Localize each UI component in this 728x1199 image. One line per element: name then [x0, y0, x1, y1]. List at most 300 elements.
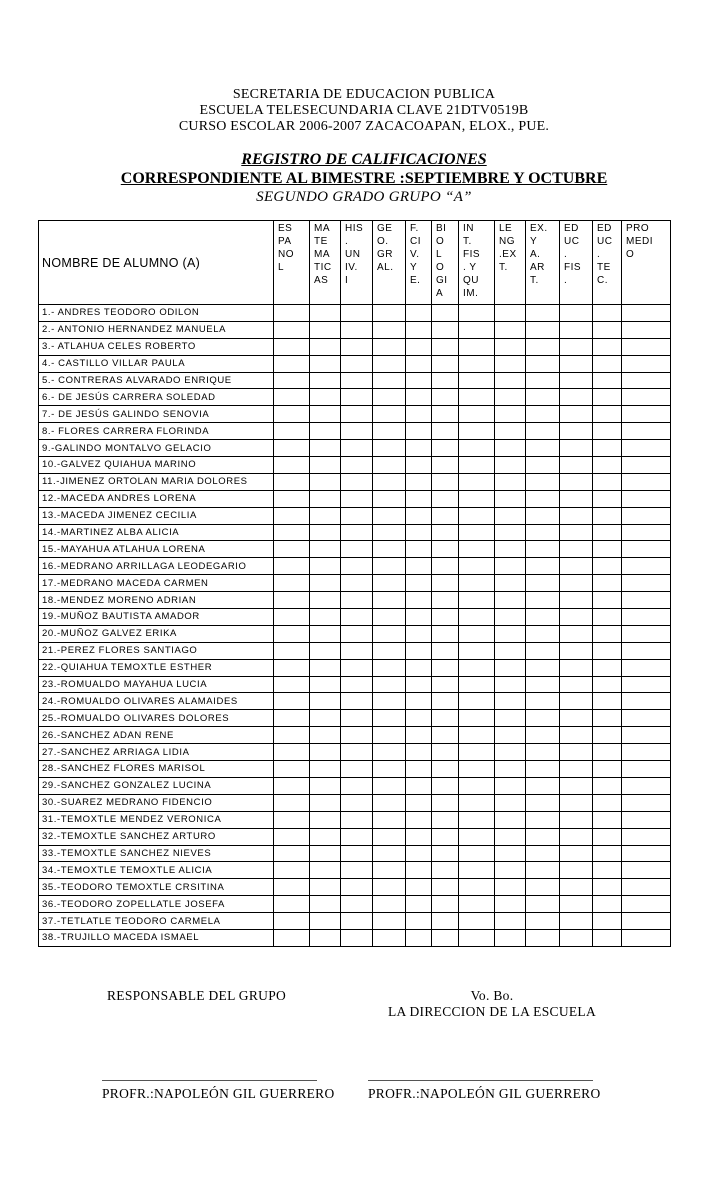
grade-cell[interactable]	[593, 305, 622, 322]
grade-cell[interactable]	[560, 693, 593, 710]
grade-cell[interactable]	[459, 321, 495, 338]
grade-cell[interactable]	[406, 625, 432, 642]
grade-cell[interactable]	[373, 305, 406, 322]
grade-cell[interactable]	[495, 406, 526, 423]
grade-cell[interactable]	[341, 625, 373, 642]
grade-cell[interactable]	[622, 777, 671, 794]
grade-cell[interactable]	[373, 575, 406, 592]
grade-cell[interactable]	[373, 744, 406, 761]
grade-cell[interactable]	[459, 744, 495, 761]
grade-cell[interactable]	[622, 609, 671, 626]
grade-cell[interactable]	[593, 609, 622, 626]
grade-cell[interactable]	[274, 372, 310, 389]
grade-cell[interactable]	[406, 896, 432, 913]
grade-cell[interactable]	[406, 609, 432, 626]
grade-cell[interactable]	[560, 440, 593, 457]
grade-cell[interactable]	[459, 473, 495, 490]
grade-cell[interactable]	[341, 845, 373, 862]
grade-cell[interactable]	[526, 592, 560, 609]
grade-cell[interactable]	[310, 625, 341, 642]
grade-cell[interactable]	[495, 710, 526, 727]
grade-cell[interactable]	[373, 338, 406, 355]
grade-cell[interactable]	[526, 929, 560, 946]
grade-cell[interactable]	[560, 744, 593, 761]
grade-cell[interactable]	[274, 524, 310, 541]
grade-cell[interactable]	[432, 845, 459, 862]
grade-cell[interactable]	[622, 507, 671, 524]
grade-cell[interactable]	[310, 896, 341, 913]
grade-cell[interactable]	[373, 845, 406, 862]
grade-cell[interactable]	[274, 879, 310, 896]
grade-cell[interactable]	[459, 625, 495, 642]
grade-cell[interactable]	[373, 929, 406, 946]
grade-cell[interactable]	[406, 828, 432, 845]
grade-cell[interactable]	[432, 473, 459, 490]
grade-cell[interactable]	[406, 592, 432, 609]
grade-cell[interactable]	[526, 710, 560, 727]
grade-cell[interactable]	[593, 457, 622, 474]
grade-cell[interactable]	[526, 321, 560, 338]
grade-cell[interactable]	[495, 321, 526, 338]
grade-cell[interactable]	[622, 794, 671, 811]
grade-cell[interactable]	[341, 592, 373, 609]
grade-cell[interactable]	[274, 828, 310, 845]
grade-cell[interactable]	[459, 659, 495, 676]
grade-cell[interactable]	[622, 845, 671, 862]
grade-cell[interactable]	[560, 642, 593, 659]
grade-cell[interactable]	[373, 727, 406, 744]
grade-cell[interactable]	[310, 879, 341, 896]
grade-cell[interactable]	[406, 676, 432, 693]
grade-cell[interactable]	[560, 913, 593, 930]
grade-cell[interactable]	[341, 896, 373, 913]
grade-cell[interactable]	[406, 744, 432, 761]
grade-cell[interactable]	[406, 845, 432, 862]
grade-cell[interactable]	[432, 406, 459, 423]
grade-cell[interactable]	[622, 457, 671, 474]
grade-cell[interactable]	[593, 321, 622, 338]
grade-cell[interactable]	[432, 541, 459, 558]
grade-cell[interactable]	[526, 845, 560, 862]
grade-cell[interactable]	[310, 473, 341, 490]
grade-cell[interactable]	[310, 507, 341, 524]
grade-cell[interactable]	[459, 727, 495, 744]
grade-cell[interactable]	[593, 811, 622, 828]
grade-cell[interactable]	[341, 541, 373, 558]
grade-cell[interactable]	[560, 541, 593, 558]
grade-cell[interactable]	[373, 473, 406, 490]
grade-cell[interactable]	[593, 558, 622, 575]
grade-cell[interactable]	[495, 609, 526, 626]
grade-cell[interactable]	[495, 440, 526, 457]
grade-cell[interactable]	[495, 457, 526, 474]
grade-cell[interactable]	[432, 659, 459, 676]
grade-cell[interactable]	[560, 575, 593, 592]
grade-cell[interactable]	[341, 305, 373, 322]
grade-cell[interactable]	[341, 879, 373, 896]
grade-cell[interactable]	[373, 389, 406, 406]
grade-cell[interactable]	[310, 355, 341, 372]
grade-cell[interactable]	[274, 507, 310, 524]
grade-cell[interactable]	[560, 862, 593, 879]
grade-cell[interactable]	[406, 794, 432, 811]
grade-cell[interactable]	[373, 440, 406, 457]
grade-cell[interactable]	[593, 355, 622, 372]
grade-cell[interactable]	[459, 592, 495, 609]
grade-cell[interactable]	[432, 642, 459, 659]
grade-cell[interactable]	[341, 659, 373, 676]
grade-cell[interactable]	[373, 642, 406, 659]
grade-cell[interactable]	[560, 879, 593, 896]
grade-cell[interactable]	[560, 423, 593, 440]
grade-cell[interactable]	[274, 473, 310, 490]
grade-cell[interactable]	[432, 305, 459, 322]
grade-cell[interactable]	[406, 761, 432, 778]
grade-cell[interactable]	[622, 473, 671, 490]
grade-cell[interactable]	[432, 862, 459, 879]
grade-cell[interactable]	[459, 896, 495, 913]
grade-cell[interactable]	[622, 575, 671, 592]
grade-cell[interactable]	[406, 541, 432, 558]
grade-cell[interactable]	[432, 507, 459, 524]
grade-cell[interactable]	[310, 845, 341, 862]
grade-cell[interactable]	[373, 592, 406, 609]
grade-cell[interactable]	[341, 575, 373, 592]
grade-cell[interactable]	[526, 457, 560, 474]
grade-cell[interactable]	[593, 676, 622, 693]
grade-cell[interactable]	[459, 777, 495, 794]
grade-cell[interactable]	[432, 811, 459, 828]
grade-cell[interactable]	[526, 558, 560, 575]
grade-cell[interactable]	[560, 794, 593, 811]
grade-cell[interactable]	[560, 659, 593, 676]
grade-cell[interactable]	[593, 896, 622, 913]
grade-cell[interactable]	[310, 828, 341, 845]
grade-cell[interactable]	[341, 761, 373, 778]
grade-cell[interactable]	[373, 761, 406, 778]
grade-cell[interactable]	[406, 879, 432, 896]
grade-cell[interactable]	[495, 338, 526, 355]
grade-cell[interactable]	[593, 710, 622, 727]
grade-cell[interactable]	[432, 609, 459, 626]
grade-cell[interactable]	[593, 727, 622, 744]
grade-cell[interactable]	[593, 929, 622, 946]
grade-cell[interactable]	[341, 727, 373, 744]
grade-cell[interactable]	[593, 473, 622, 490]
grade-cell[interactable]	[459, 879, 495, 896]
grade-cell[interactable]	[459, 457, 495, 474]
grade-cell[interactable]	[622, 761, 671, 778]
grade-cell[interactable]	[432, 440, 459, 457]
grade-cell[interactable]	[310, 592, 341, 609]
grade-cell[interactable]	[406, 524, 432, 541]
grade-cell[interactable]	[495, 558, 526, 575]
grade-cell[interactable]	[274, 642, 310, 659]
grade-cell[interactable]	[526, 896, 560, 913]
grade-cell[interactable]	[432, 710, 459, 727]
grade-cell[interactable]	[341, 558, 373, 575]
grade-cell[interactable]	[622, 490, 671, 507]
grade-cell[interactable]	[593, 372, 622, 389]
grade-cell[interactable]	[459, 305, 495, 322]
grade-cell[interactable]	[495, 676, 526, 693]
grade-cell[interactable]	[274, 592, 310, 609]
grade-cell[interactable]	[274, 558, 310, 575]
grade-cell[interactable]	[274, 727, 310, 744]
grade-cell[interactable]	[274, 440, 310, 457]
grade-cell[interactable]	[593, 440, 622, 457]
grade-cell[interactable]	[622, 913, 671, 930]
grade-cell[interactable]	[560, 473, 593, 490]
grade-cell[interactable]	[373, 794, 406, 811]
grade-cell[interactable]	[622, 693, 671, 710]
grade-cell[interactable]	[274, 423, 310, 440]
grade-cell[interactable]	[406, 321, 432, 338]
grade-cell[interactable]	[622, 541, 671, 558]
grade-cell[interactable]	[495, 845, 526, 862]
grade-cell[interactable]	[274, 913, 310, 930]
grade-cell[interactable]	[560, 389, 593, 406]
grade-cell[interactable]	[495, 659, 526, 676]
grade-cell[interactable]	[373, 406, 406, 423]
grade-cell[interactable]	[459, 710, 495, 727]
grade-cell[interactable]	[274, 659, 310, 676]
grade-cell[interactable]	[432, 389, 459, 406]
grade-cell[interactable]	[526, 473, 560, 490]
grade-cell[interactable]	[373, 609, 406, 626]
grade-cell[interactable]	[593, 625, 622, 642]
grade-cell[interactable]	[526, 642, 560, 659]
grade-cell[interactable]	[341, 913, 373, 930]
grade-cell[interactable]	[406, 507, 432, 524]
grade-cell[interactable]	[622, 744, 671, 761]
grade-cell[interactable]	[373, 676, 406, 693]
grade-cell[interactable]	[432, 372, 459, 389]
grade-cell[interactable]	[622, 811, 671, 828]
grade-cell[interactable]	[593, 845, 622, 862]
grade-cell[interactable]	[593, 642, 622, 659]
grade-cell[interactable]	[406, 727, 432, 744]
grade-cell[interactable]	[432, 575, 459, 592]
grade-cell[interactable]	[459, 693, 495, 710]
grade-cell[interactable]	[526, 389, 560, 406]
grade-cell[interactable]	[310, 305, 341, 322]
grade-cell[interactable]	[495, 929, 526, 946]
grade-cell[interactable]	[593, 389, 622, 406]
grade-cell[interactable]	[495, 828, 526, 845]
grade-cell[interactable]	[341, 440, 373, 457]
grade-cell[interactable]	[341, 744, 373, 761]
grade-cell[interactable]	[560, 372, 593, 389]
grade-cell[interactable]	[526, 625, 560, 642]
grade-cell[interactable]	[560, 761, 593, 778]
grade-cell[interactable]	[622, 828, 671, 845]
grade-cell[interactable]	[373, 372, 406, 389]
grade-cell[interactable]	[432, 693, 459, 710]
grade-cell[interactable]	[593, 406, 622, 423]
grade-cell[interactable]	[526, 727, 560, 744]
grade-cell[interactable]	[406, 389, 432, 406]
grade-cell[interactable]	[432, 490, 459, 507]
grade-cell[interactable]	[560, 507, 593, 524]
grade-cell[interactable]	[373, 862, 406, 879]
grade-cell[interactable]	[310, 794, 341, 811]
grade-cell[interactable]	[406, 490, 432, 507]
grade-cell[interactable]	[406, 929, 432, 946]
grade-cell[interactable]	[274, 625, 310, 642]
grade-cell[interactable]	[373, 913, 406, 930]
grade-cell[interactable]	[459, 811, 495, 828]
grade-cell[interactable]	[459, 828, 495, 845]
grade-cell[interactable]	[526, 777, 560, 794]
grade-cell[interactable]	[622, 879, 671, 896]
grade-cell[interactable]	[310, 406, 341, 423]
grade-cell[interactable]	[622, 676, 671, 693]
grade-cell[interactable]	[560, 609, 593, 626]
grade-cell[interactable]	[526, 541, 560, 558]
grade-cell[interactable]	[406, 355, 432, 372]
grade-cell[interactable]	[274, 761, 310, 778]
grade-cell[interactable]	[432, 727, 459, 744]
grade-cell[interactable]	[495, 693, 526, 710]
grade-cell[interactable]	[526, 507, 560, 524]
grade-cell[interactable]	[560, 524, 593, 541]
grade-cell[interactable]	[274, 777, 310, 794]
grade-cell[interactable]	[310, 490, 341, 507]
grade-cell[interactable]	[560, 676, 593, 693]
grade-cell[interactable]	[310, 558, 341, 575]
grade-cell[interactable]	[310, 440, 341, 457]
grade-cell[interactable]	[495, 811, 526, 828]
grade-cell[interactable]	[560, 625, 593, 642]
grade-cell[interactable]	[406, 862, 432, 879]
grade-cell[interactable]	[341, 794, 373, 811]
grade-cell[interactable]	[459, 575, 495, 592]
grade-cell[interactable]	[341, 693, 373, 710]
grade-cell[interactable]	[495, 423, 526, 440]
grade-cell[interactable]	[459, 845, 495, 862]
grade-cell[interactable]	[560, 558, 593, 575]
grade-cell[interactable]	[459, 355, 495, 372]
grade-cell[interactable]	[406, 423, 432, 440]
grade-cell[interactable]	[526, 372, 560, 389]
grade-cell[interactable]	[432, 913, 459, 930]
grade-cell[interactable]	[274, 389, 310, 406]
grade-cell[interactable]	[526, 693, 560, 710]
grade-cell[interactable]	[459, 507, 495, 524]
grade-cell[interactable]	[526, 575, 560, 592]
grade-cell[interactable]	[310, 321, 341, 338]
grade-cell[interactable]	[560, 929, 593, 946]
grade-cell[interactable]	[310, 541, 341, 558]
grade-cell[interactable]	[495, 389, 526, 406]
grade-cell[interactable]	[560, 406, 593, 423]
grade-cell[interactable]	[406, 811, 432, 828]
grade-cell[interactable]	[622, 642, 671, 659]
grade-cell[interactable]	[310, 338, 341, 355]
grade-cell[interactable]	[341, 490, 373, 507]
grade-cell[interactable]	[274, 693, 310, 710]
grade-cell[interactable]	[274, 929, 310, 946]
grade-cell[interactable]	[526, 811, 560, 828]
grade-cell[interactable]	[593, 693, 622, 710]
grade-cell[interactable]	[622, 355, 671, 372]
grade-cell[interactable]	[274, 406, 310, 423]
grade-cell[interactable]	[622, 372, 671, 389]
grade-cell[interactable]	[373, 811, 406, 828]
grade-cell[interactable]	[274, 457, 310, 474]
grade-cell[interactable]	[310, 372, 341, 389]
grade-cell[interactable]	[373, 693, 406, 710]
grade-cell[interactable]	[459, 389, 495, 406]
grade-cell[interactable]	[373, 423, 406, 440]
grade-cell[interactable]	[526, 490, 560, 507]
grade-cell[interactable]	[622, 727, 671, 744]
grade-cell[interactable]	[459, 929, 495, 946]
grade-cell[interactable]	[341, 457, 373, 474]
grade-cell[interactable]	[526, 761, 560, 778]
grade-cell[interactable]	[495, 896, 526, 913]
grade-cell[interactable]	[593, 338, 622, 355]
grade-cell[interactable]	[341, 321, 373, 338]
grade-cell[interactable]	[274, 355, 310, 372]
grade-cell[interactable]	[526, 879, 560, 896]
grade-cell[interactable]	[310, 659, 341, 676]
grade-cell[interactable]	[593, 541, 622, 558]
grade-cell[interactable]	[373, 710, 406, 727]
grade-cell[interactable]	[526, 794, 560, 811]
grade-cell[interactable]	[593, 913, 622, 930]
grade-cell[interactable]	[593, 862, 622, 879]
grade-cell[interactable]	[310, 744, 341, 761]
grade-cell[interactable]	[593, 828, 622, 845]
grade-cell[interactable]	[310, 423, 341, 440]
grade-cell[interactable]	[274, 676, 310, 693]
grade-cell[interactable]	[341, 828, 373, 845]
grade-cell[interactable]	[495, 490, 526, 507]
grade-cell[interactable]	[406, 372, 432, 389]
grade-cell[interactable]	[495, 507, 526, 524]
grade-cell[interactable]	[622, 896, 671, 913]
grade-cell[interactable]	[341, 862, 373, 879]
grade-cell[interactable]	[459, 609, 495, 626]
grade-cell[interactable]	[459, 642, 495, 659]
grade-cell[interactable]	[560, 777, 593, 794]
grade-cell[interactable]	[459, 676, 495, 693]
grade-cell[interactable]	[432, 321, 459, 338]
grade-cell[interactable]	[495, 541, 526, 558]
grade-cell[interactable]	[373, 625, 406, 642]
grade-cell[interactable]	[432, 524, 459, 541]
grade-cell[interactable]	[495, 524, 526, 541]
grade-cell[interactable]	[622, 625, 671, 642]
grade-cell[interactable]	[274, 305, 310, 322]
grade-cell[interactable]	[495, 862, 526, 879]
grade-cell[interactable]	[593, 659, 622, 676]
grade-cell[interactable]	[274, 490, 310, 507]
grade-cell[interactable]	[459, 913, 495, 930]
grade-cell[interactable]	[495, 642, 526, 659]
grade-cell[interactable]	[432, 355, 459, 372]
grade-cell[interactable]	[526, 355, 560, 372]
grade-cell[interactable]	[432, 676, 459, 693]
grade-cell[interactable]	[622, 321, 671, 338]
grade-cell[interactable]	[526, 659, 560, 676]
grade-cell[interactable]	[495, 777, 526, 794]
grade-cell[interactable]	[274, 794, 310, 811]
grade-cell[interactable]	[495, 305, 526, 322]
grade-cell[interactable]	[432, 794, 459, 811]
